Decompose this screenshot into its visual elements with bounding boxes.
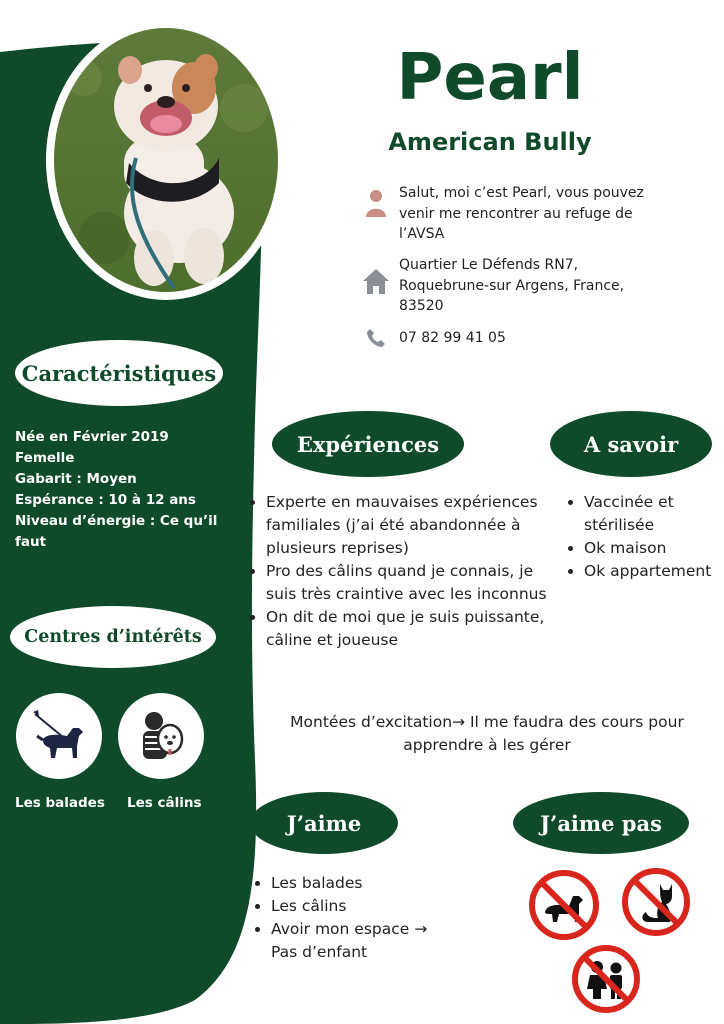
a-savoir-item: • Ok maison — [584, 537, 724, 560]
interest-walks — [16, 693, 102, 779]
contact-address: Quartier Le Défends RN7, Roquebrune-sur Argens, France, 83520 — [399, 257, 625, 314]
contact-intro: Salut, moi c’est Pearl, vous pouvez venir me rencontrer au refuge de l’AVSA — [399, 185, 644, 242]
like-item: • Avoir mon espace → Pas d’enfant — [271, 918, 441, 964]
characteristic-energy: Niveau d’énergie : Ce qu’il faut — [15, 513, 218, 550]
likes-title: J’aime — [250, 792, 398, 854]
phone-icon — [366, 328, 386, 348]
experience-item: • Experte en mauvaises expériences familiales (j’ai été abandonnée à plusieurs reprises) — [266, 491, 556, 560]
a-savoir-item: • Ok appartement — [584, 560, 724, 583]
like-item: • Les câlins — [271, 895, 491, 918]
characteristics-list — [15, 427, 250, 553]
no-children-icon — [570, 943, 642, 1015]
dislikes-title: J’aime pas — [513, 792, 689, 854]
excitement-note: Montées d’excitation→ Il me faudra des cours pour apprendre à les gérer — [290, 713, 684, 754]
no-dogs-icon — [527, 868, 601, 942]
experience-item: • Pro des câlins quand je connais, je suis très craintive avec les inconnus — [266, 560, 556, 606]
a-savoir-item: • Vaccinée et stérilisée — [584, 491, 724, 537]
person-icon — [364, 188, 388, 218]
house-icon — [361, 266, 391, 296]
experiences-list — [246, 491, 556, 652]
experiences-title: Expériences — [272, 411, 464, 477]
a-savoir-list — [564, 491, 724, 583]
characteristic-size: Gabarit : Moyen — [15, 471, 137, 487]
contact-phone[interactable]: 07 82 99 41 05 — [399, 330, 506, 346]
characteristic-lifespan: Espérance : 10 à 12 ans — [15, 492, 196, 508]
a-savoir-title: A savoir — [550, 411, 712, 477]
dog-on-leash-icon — [29, 706, 89, 766]
pet-breed: American Bully — [388, 128, 592, 156]
interest-cuddles-label: Les câlins — [127, 795, 202, 811]
experience-item: • On dit de moi que je suis puissante, câline et joueuse — [266, 606, 556, 652]
interests-title: Centres d’intérêts — [10, 606, 216, 668]
characteristic-birth: Née en Février 2019 — [15, 429, 169, 445]
hugging-dog-icon — [130, 705, 192, 767]
pet-photo — [44, 18, 288, 302]
characteristic-sex: Femelle — [15, 450, 75, 466]
characteristics-title: Caractéristiques — [15, 340, 223, 406]
interest-cuddles — [118, 693, 204, 779]
interest-walks-label: Les balades — [15, 795, 105, 811]
pet-name: Pearl — [396, 41, 584, 115]
likes-list — [251, 872, 491, 964]
like-item: • Les balades — [271, 872, 491, 895]
no-cats-icon — [620, 866, 692, 938]
